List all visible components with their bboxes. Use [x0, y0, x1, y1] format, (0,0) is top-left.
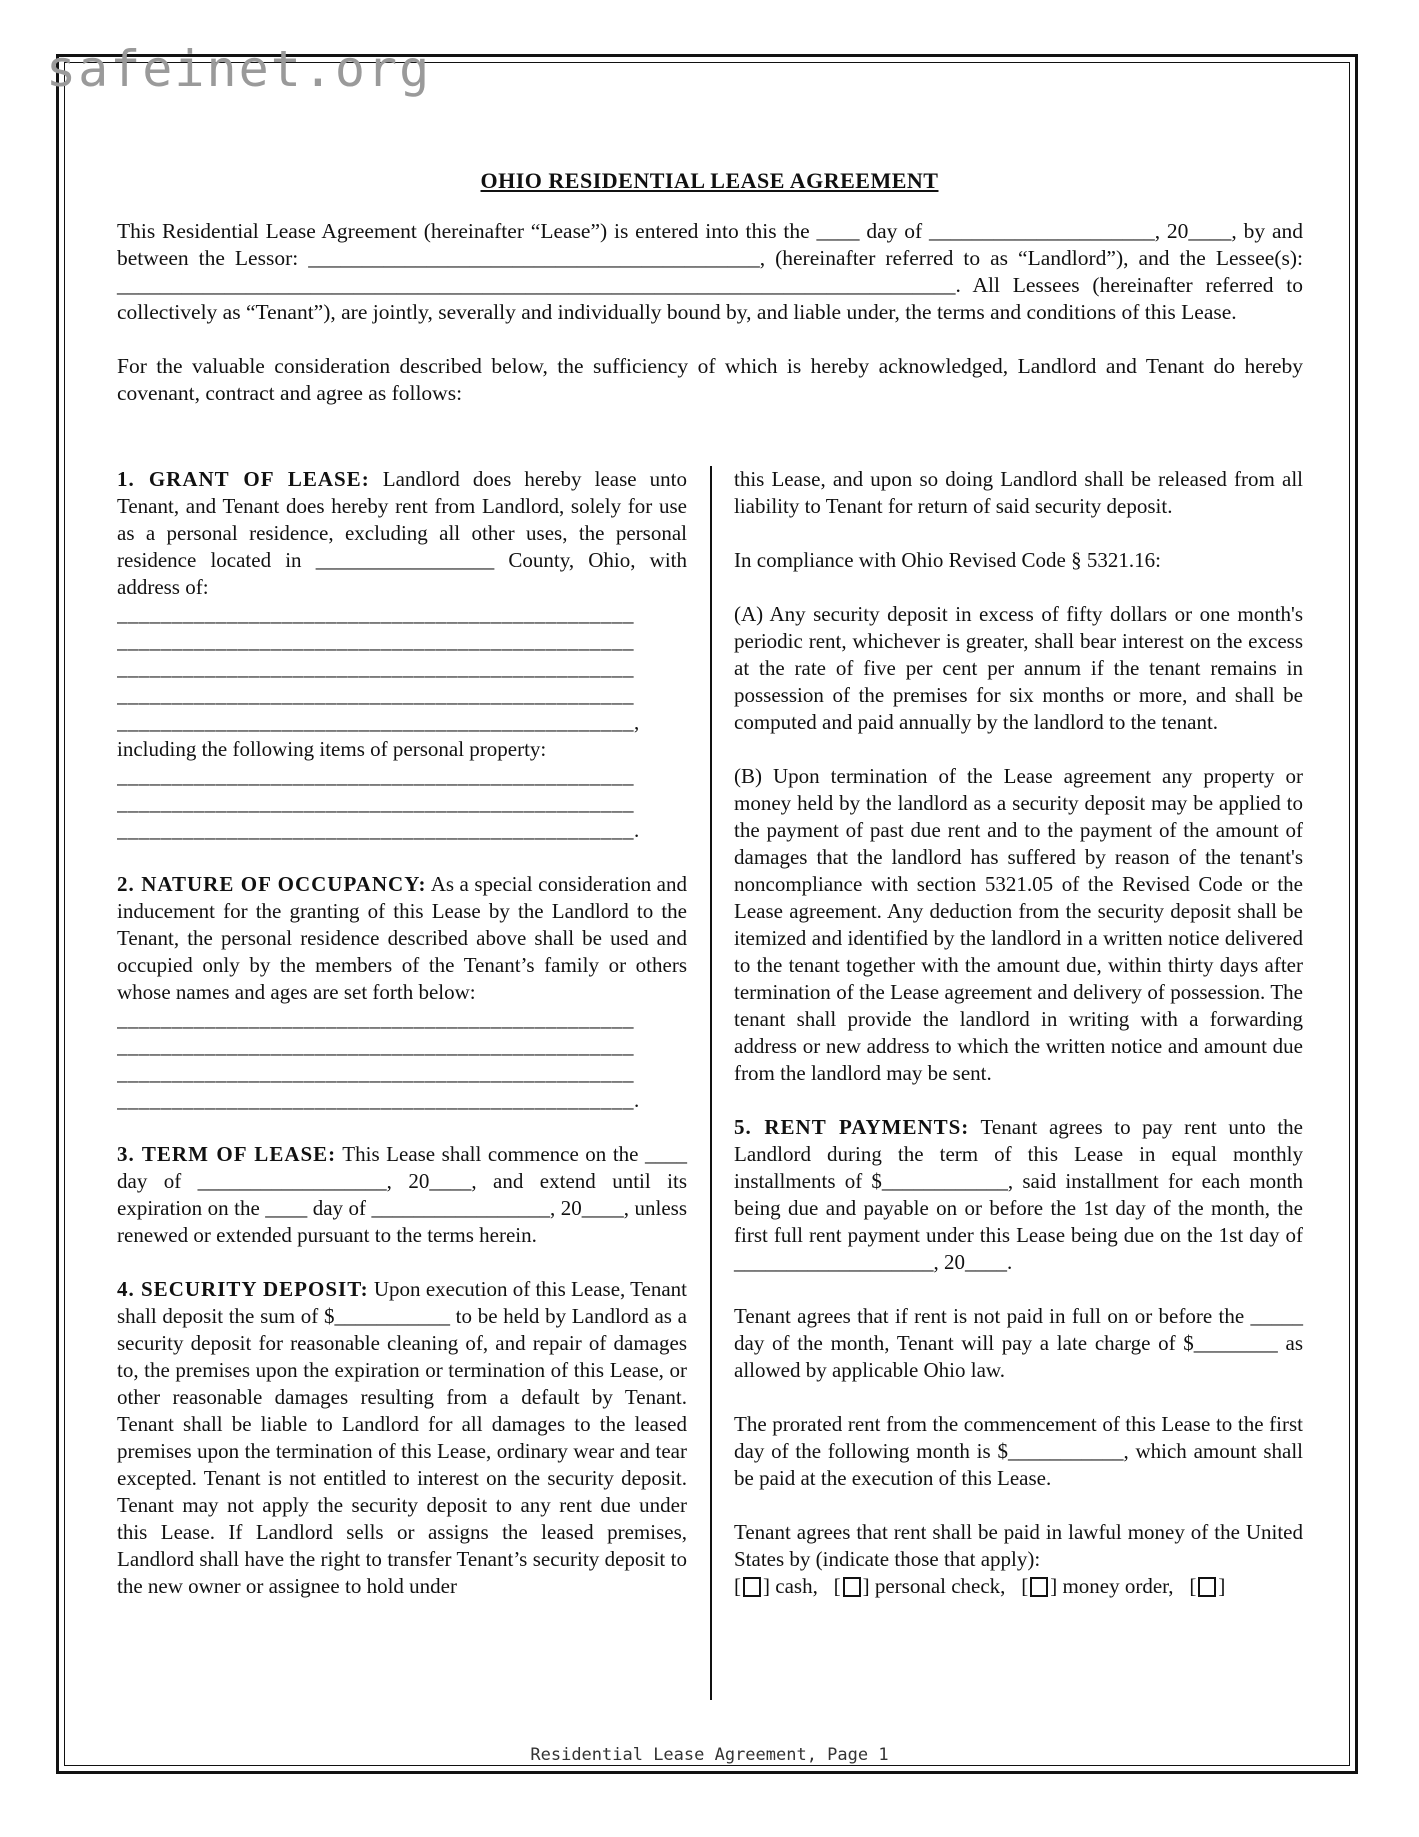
section-security-deposit	[117, 1276, 687, 1600]
section-2-paragraph	[117, 871, 687, 1006]
security-deposit-continuation: this Lease, and upon so doing Landlord shall be released from all liability to Tenant for return of said security deposit.	[734, 467, 1303, 518]
cash-checkbox[interactable]	[743, 1577, 761, 1597]
option-personal-check-label: personal check,	[874, 1574, 1006, 1598]
money-order-checkbox[interactable]	[1030, 1577, 1048, 1597]
property-label: including the following items of personal property:	[117, 737, 547, 761]
address-line[interactable]: _______________________________________________	[117, 602, 634, 626]
late-charge-paragraph: Tenant agrees that if rent is not paid in full on or before the _____ day of the month, Tenant will pay a late charge of $________ as allowed by applicable Ohio law.	[734, 1304, 1303, 1382]
address-line[interactable]: _______________________________________________,	[117, 710, 640, 734]
intro-paragraph-1: This Residential Lease Agreement (hereinafter “Lease”) is entered into this the ____ day of _____________________, 20____, by and between the Lessor: __________________________________________, (hereinafter referred to as “Landlord”), and the Lessee(s): ______________________________________________________________________________. All Lessees (hereinafter referred to collectively as “Tenant”), are jointly, severally and individually bound by, and liable under, the terms and conditions of this Lease.	[117, 219, 1303, 324]
option-money-order[interactable]: [ ] money order,	[1021, 1574, 1174, 1598]
section-1-paragraph	[117, 466, 687, 601]
section-5-text: Tenant agrees to pay rent unto the Landlord during the term of this Lease in equal monthly installments of $____________, said installment for each month being due and payable on or before the 1st day of the month, the first full rent payment under this Lease being due on the 1st day of ___________________, 20____.	[734, 1115, 1303, 1274]
compliance-statement: In compliance with Ohio Revised Code § 5321.16:	[734, 548, 1161, 572]
address-line[interactable]: _______________________________________________	[117, 656, 634, 680]
property-line[interactable]: _______________________________________________	[117, 791, 634, 815]
section-nature-of-occupancy	[117, 871, 687, 1114]
occupant-line[interactable]: _______________________________________________	[117, 1034, 634, 1058]
occupant-line[interactable]: _______________________________________________	[117, 1007, 634, 1031]
option-personal-check[interactable]: [ ] personal check,	[833, 1574, 1006, 1598]
property-line[interactable]: _______________________________________________.	[117, 818, 640, 842]
right-column	[734, 466, 1303, 1600]
prorated-rent-paragraph: The prorated rent from the commencement of this Lease to the first day of the following month is $___________, which amount shall be paid at the execution of this Lease.	[734, 1412, 1303, 1490]
watermark: safeinet.org	[46, 40, 432, 98]
section-2-text: As a special consideration and inducement for the granting of this Lease by the Landlord to the Tenant, the personal residence described above shall be used and occupied only by the members of the Tenant’s family or others whose names and ages are set forth below:	[117, 872, 687, 1004]
payment-method-intro: Tenant agrees that rent shall be paid in lawful money of the United States by (indicate those that apply):	[734, 1520, 1303, 1571]
address-line[interactable]: _______________________________________________	[117, 683, 634, 707]
occupant-line[interactable]: _______________________________________________.	[117, 1088, 640, 1112]
section-rent-payments	[734, 1114, 1303, 1276]
section-4-text: Upon execution of this Lease, Tenant shall deposit the sum of $___________ to be held by Landlord as a security deposit for reasonable cleaning of, and repair of damages to, the premises upon the expiration or termination of this Lease, or other reasonable damages resulting from a default by Tenant. Tenant shall be liable to Landlord for all damages to the leased premises upon the termination of this Lease, ordinary wear and tear excepted. Tenant is not entitled to interest on the security deposit. Tenant may not apply the security deposit to any rent due under this Lease. If Landlord sells or assigns the leased premises, Landlord shall have the right to transfer Tenant’s security deposit to the new owner or assignee to hold under	[117, 1277, 687, 1598]
section-3-heading: 3. TERM OF LEASE:	[117, 1142, 337, 1166]
section-4-heading: 4. SECURITY DEPOSIT:	[117, 1277, 369, 1301]
option-cash[interactable]: [ ] cash,	[734, 1574, 818, 1598]
option-money-order-label: money order,	[1062, 1574, 1174, 1598]
occupant-line[interactable]: _______________________________________________	[117, 1061, 634, 1085]
section-3-text: This Lease shall commence on the ____ day of __________________, 20____, and extend until its expiration on the ____ day of _________________, 20____, unless renewed or extended pursuant to the terms herein.	[117, 1142, 687, 1247]
left-column	[117, 466, 687, 1627]
intro	[117, 218, 1303, 434]
section-1-text: Landlord does hereby lease unto Tenant, and Tenant does hereby rent from Landlord, solely for use as a personal residence, excluding all other uses, the personal residence located in _________________ County, Ohio, with address of:	[117, 467, 687, 599]
clause-b: (B) Upon termination of the Lease agreement any property or money held by the landlord as a security deposit may be applied to the payment of past due rent and to the payment of the amount of damages that the landlord has suffered by reason of the tenant's noncompliance with section 5321.05 of the Revised Code or the Lease agreement. Any deduction from the security deposit shall be itemized and identified by the landlord in a written notice delivered to the tenant together with the amount due, within thirty days after termination of the Lease agreement and delivery of possession. The tenant shall provide the landlord in writing with a forwarding address or new address to which the written notice and amount due from the landlord may be sent.	[734, 764, 1303, 1085]
option-cash-label: cash,	[775, 1574, 818, 1598]
section-1-heading: 1. GRANT OF LEASE:	[117, 467, 370, 491]
intro-paragraph-2: For the valuable consideration described below, the sufficiency of which is hereby acknowledged, Landlord and Tenant do hereby covenant, contract and agree as follows:	[117, 354, 1303, 405]
option-other[interactable]: [ ]	[1189, 1574, 1226, 1598]
document-title: OHIO RESIDENTIAL LEASE AGREEMENT	[480, 168, 939, 193]
section-grant-of-lease	[117, 466, 687, 844]
clause-a: (A) Any security deposit in excess of fifty dollars or one month's periodic rent, whichever is greater, shall bear interest on the excess at the rate of five per cent per annum if the tenant remains in possession of the premises for six months or more, and shall be computed and paid annually by the landlord to the tenant.	[734, 602, 1303, 734]
page-footer: Residential Lease Agreement, Page 1	[530, 1745, 889, 1765]
other-checkbox[interactable]	[1198, 1577, 1216, 1597]
property-line[interactable]: _______________________________________________	[117, 764, 634, 788]
personal-check-checkbox[interactable]	[843, 1577, 861, 1597]
section-5-heading: 5. RENT PAYMENTS:	[734, 1115, 970, 1139]
column-divider	[710, 466, 712, 1700]
payment-method-paragraph	[734, 1519, 1303, 1600]
address-line[interactable]: _______________________________________________	[117, 629, 634, 653]
section-term-of-lease	[117, 1141, 687, 1249]
section-2-heading: 2. NATURE OF OCCUPANCY:	[117, 872, 427, 896]
